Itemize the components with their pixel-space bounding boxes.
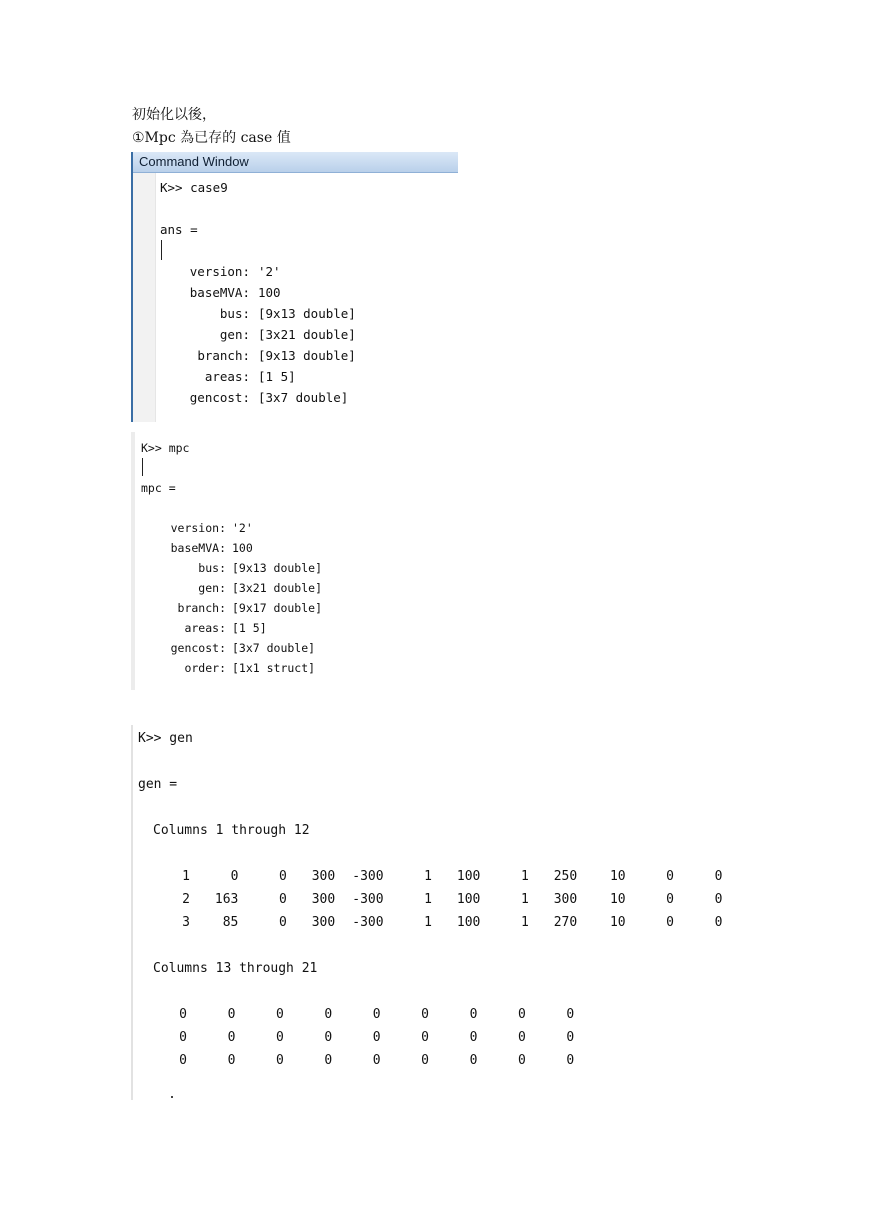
matrix-cell: 0 [566,1007,575,1022]
matrix-cell: 1 [182,869,190,884]
field-key: baseMVA: [189,285,250,300]
text-cursor [142,458,143,476]
field-value: 100 [232,541,253,555]
matrix-cell: -300 [352,892,384,907]
matrix-cell: 3 [182,915,190,930]
field-value[interactable]: [1x1 struct] [232,661,316,675]
columns-header-1: Columns 1 through 12 [153,823,310,838]
matrix-cell: -300 [352,915,384,930]
field-key: areas: [184,621,226,635]
command-window-panel[interactable] [131,152,458,422]
matrix-cell: 2 [182,892,190,907]
matrix-cell: 0 [714,892,723,907]
matrix-cell: 0 [469,1053,478,1068]
field-value[interactable]: [3x21 double] [258,327,356,342]
matrix-cell: 0 [179,1030,187,1045]
field-key: gencost: [170,641,226,655]
matrix-cell: 100 [456,915,481,930]
matrix-cell: 100 [456,869,481,884]
matrix-cell: 0 [666,892,674,907]
command-window-gutter [133,173,156,422]
field-key: baseMVA: [170,541,226,555]
matrix-cell: 0 [324,1053,333,1068]
field-key: gen: [198,581,226,595]
matrix-cell: 0 [227,1030,236,1045]
matrix-cell: 100 [456,892,481,907]
matrix-cell: 0 [179,1053,187,1068]
field-key: bus: [219,306,250,321]
matrix-cell: 0 [275,1030,284,1045]
matrix-cell: 0 [714,915,723,930]
field-key: branch: [197,348,250,363]
matrix-cell: 0 [566,1030,575,1045]
matrix-cell: 0 [421,1030,429,1045]
matrix-cell: 0 [666,915,674,930]
matrix-cell: 0 [278,892,287,907]
field-value: 100 [258,285,281,300]
matrix-cell: 163 [214,892,239,907]
matrix-cell: 0 [227,1053,236,1068]
intro-text-line-2: ①Mpc 為已存的 case 值 [132,130,291,146]
matrix-cell: 1 [424,915,432,930]
field-value[interactable]: [9x17 double] [232,601,323,615]
matrix-cell: 0 [227,1007,236,1022]
matrix-cell: 10 [609,869,626,884]
matrix-cell: 0 [275,1007,284,1022]
field-value: '2' [258,264,281,279]
gen-label: gen = [138,777,178,792]
field-value[interactable]: [9x13 double] [258,306,356,321]
matrix-cell: 0 [421,1007,429,1022]
matrix-cell: 1 [424,869,432,884]
matrix-cell: 0 [517,1007,526,1022]
field-key: version: [170,521,226,535]
field-key: areas: [204,369,250,384]
matrix-cell: 270 [553,915,578,930]
matrix-cell: -300 [352,869,384,884]
matrix-cell: 0 [517,1053,526,1068]
text-cursor [161,240,162,260]
matrix-cell: 0 [230,869,239,884]
field-value[interactable]: [3x7 double] [258,390,349,405]
ans-label: ans = [160,222,198,237]
field-value: [1 5] [258,369,296,384]
matrix-cell: 0 [469,1007,478,1022]
matrix-cell: 0 [278,869,287,884]
matrix-cell: 85 [222,915,239,930]
intro-text-line-1: 初始化以後， [132,107,216,123]
mpc-output-panel[interactable] [131,432,395,690]
field-key: order: [184,661,226,675]
matrix-cell: 300 [311,892,336,907]
matrix-cell: 0 [278,915,287,930]
matrix-cell: 300 [311,869,336,884]
command-window-title: Command Window [133,152,458,173]
matrix-cell: 0 [421,1053,429,1068]
command-prompt-line[interactable]: K>> case9 [160,180,228,195]
matrix-cell: 0 [179,1007,187,1022]
trailing-dot [171,1096,173,1098]
matrix-cell: 0 [275,1053,284,1068]
field-value[interactable]: [3x21 double] [232,581,323,595]
matrix-cell: 0 [372,1030,381,1045]
columns-header-2: Columns 13 through 21 [153,961,318,976]
mpc-label: mpc = [141,481,176,495]
matrix-cell: 0 [324,1030,333,1045]
field-key: gencost: [189,390,250,405]
matrix-cell: 0 [666,869,674,884]
matrix-cell: 0 [372,1007,381,1022]
matrix-cell: 10 [609,892,626,907]
field-value: [1 5] [232,621,267,635]
matrix-cell: 0 [714,869,723,884]
field-value[interactable]: [3x7 double] [232,641,316,655]
field-key: branch: [177,601,226,615]
matrix-cell: 10 [609,915,626,930]
matrix-cell: 0 [517,1030,526,1045]
matrix-cell: 300 [553,892,578,907]
gen-output-panel[interactable] [131,725,753,1100]
matrix-cell: 1 [520,915,529,930]
matrix-cell: 1 [520,892,529,907]
field-value[interactable]: [9x13 double] [258,348,356,363]
field-value: '2' [232,521,253,535]
field-key: version: [189,264,250,279]
field-key: gen: [219,327,250,342]
matrix-cell: 1 [520,869,529,884]
command-prompt-line[interactable]: K>> gen [138,731,193,746]
field-key: bus: [198,561,226,575]
matrix-cell: 0 [469,1030,478,1045]
matrix-cell: 300 [311,915,336,930]
matrix-cell: 1 [424,892,432,907]
command-prompt-line[interactable]: K>> mpc [141,441,190,455]
matrix-cell: 250 [553,869,578,884]
field-value[interactable]: [9x13 double] [232,561,323,575]
matrix-cell: 0 [372,1053,381,1068]
matrix-cell: 0 [324,1007,333,1022]
matrix-cell: 0 [566,1053,575,1068]
